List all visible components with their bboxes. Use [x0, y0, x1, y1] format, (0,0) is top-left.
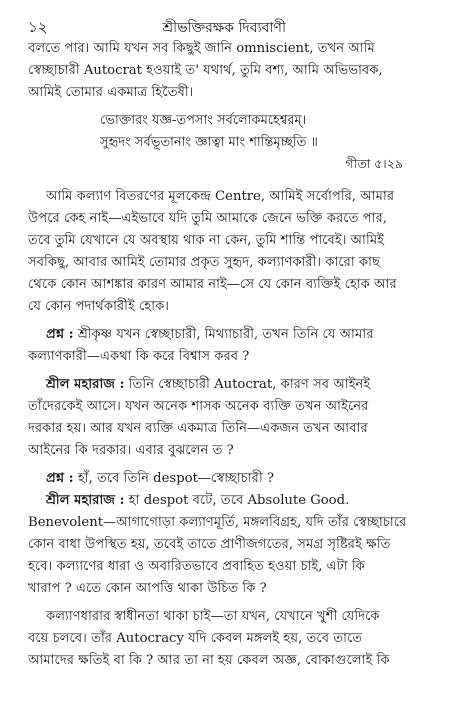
text-line: Benevolent—আগাগোড়া কল্যাণমূর্তি, মঙ্গলবিগ্রহ, যদি তাঁর স্বেচ্ছাচারে [28, 515, 407, 530]
verse-citation: গীতা ৫।২৯ [345, 156, 403, 171]
verse-line: ভোক্তারং যজ্ঞ-তপসাং সর্বলোকমহেশ্বরম্। [100, 113, 307, 128]
answer-2 [28, 490, 431, 600]
text-line: তিনি স্বেচ্ছাচারী Autocrat, কারণ সব আইনই [128, 377, 371, 392]
answer-1 [28, 374, 431, 462]
text-line: হবে। কল্যাণের ধারা ও অবারিতভাবে প্রবাহিত হওয়া চাই, এটা কি [28, 559, 365, 574]
text-line: সবকিছু, আবার আমিই তোমার প্রকৃত সুহৃদ, কল্যাণকারী। কারো কাছ [28, 255, 380, 270]
text-line: বলতে পার। আমি যখন সব কিছুই জানি omniscient, তখন আমি [28, 41, 375, 56]
question-1 [28, 324, 431, 368]
verse-line: সুহৃদং সর্বভূতানাং জ্ঞাত্বা মাং শান্তিমৃচ্ছতি ॥ [100, 135, 318, 150]
speaker-label: শ্রীল মহারাজ : [46, 493, 125, 508]
text-line: থেকে কোন আশঙ্কার কারণ আমার নাই—সে যে কোন ব্যক্তিই হোক আর [28, 277, 397, 292]
text-line: কল্যাণকারী—একথা কি করে বিশ্বাস করব ? [28, 349, 250, 364]
paragraph-closing [28, 606, 431, 672]
text-line: তবে তুমি যেখানে যে অবস্থায় থাক না কেন, তুমি শান্তি পাবেই। আমিই [28, 233, 385, 248]
text-line: স্বেচ্ছাচারী Autocrat হওয়াই ত' যথার্থ, তুমি বশ্য, আমি অভিভাবক, [28, 63, 383, 78]
paragraph-intro [28, 38, 431, 104]
text-line: কল্যাণধারার স্বাধীনতা থাকা চাই—তা যখন, যেখানে খুশী যেদিকে [46, 609, 380, 624]
text-line: শ্রীকৃষ্ণ যখন স্বেচ্ছাচারী, মিথ্যাচারী, তখন তিনি যে আমার [77, 327, 374, 342]
speaker-label: প্রশ্ন : [46, 327, 74, 342]
text-line: আমিই তোমার একমাত্র হিতৈষী। [28, 85, 194, 100]
text-line: আমি কল্যাণ বিতরণের মূলকেন্দ্র Centre, আমিই সর্বোপরি, আমার [46, 189, 395, 204]
text-line: আমাদের ক্ষতিই বা কি ? আর তা না হয় কেবল অজ্ঞ, বোকাগুলোই কি [28, 653, 390, 668]
page-number: ১২ [28, 18, 48, 36]
speaker-label: প্রশ্ন : [46, 471, 74, 486]
text-line: যে কোন পদার্থকারীই হোক। [28, 299, 170, 314]
page-header [28, 16, 431, 38]
text-line: তাঁদেরকেই আসে। যখন অনেক শাসক অনেক ব্যক্তি তখন আইনের [28, 399, 369, 414]
text-line: দরকার হয়। আর যখন ব্যক্তি একমাত্র তিনি—একজন তখন আবার [28, 421, 368, 436]
text-line: হাঁ, তবে তিনি despot—স্বেচ্ছাচারী ? [77, 471, 274, 486]
text-line: উপরে কেহ নাই—এইভাবে যদি তুমি আমাকে জেনে ভক্তি করতে পার, [28, 211, 387, 226]
sanskrit-verse [100, 110, 431, 154]
text-line: হা despot বটে, তবে Absolute Good. [128, 493, 350, 508]
text-line: কোন বাধা উপস্থিত হয়, তবেই তাতে প্রাণীজগতের, সমগ্র সৃষ্টিরই ক্ষতি [28, 537, 391, 552]
running-title: শ্রীভক্তিরক্ষক দিব্যবাণী [162, 20, 286, 36]
text-line: বয়ে চলবে। তাঁর Autocracy যদি কেবল মঙ্গলই হয়, তবে তাতে [28, 631, 363, 646]
text-line: খারাপ ? এতে কোন আপত্তি থাকা উচিত কি ? [28, 581, 267, 596]
paragraph-centre [28, 186, 431, 318]
text-line: আইনের কি দরকার। এবার বুঝলেন ত ? [28, 443, 234, 458]
speaker-label: শ্রীল মহারাজ : [46, 377, 125, 392]
question-2 [28, 468, 431, 490]
